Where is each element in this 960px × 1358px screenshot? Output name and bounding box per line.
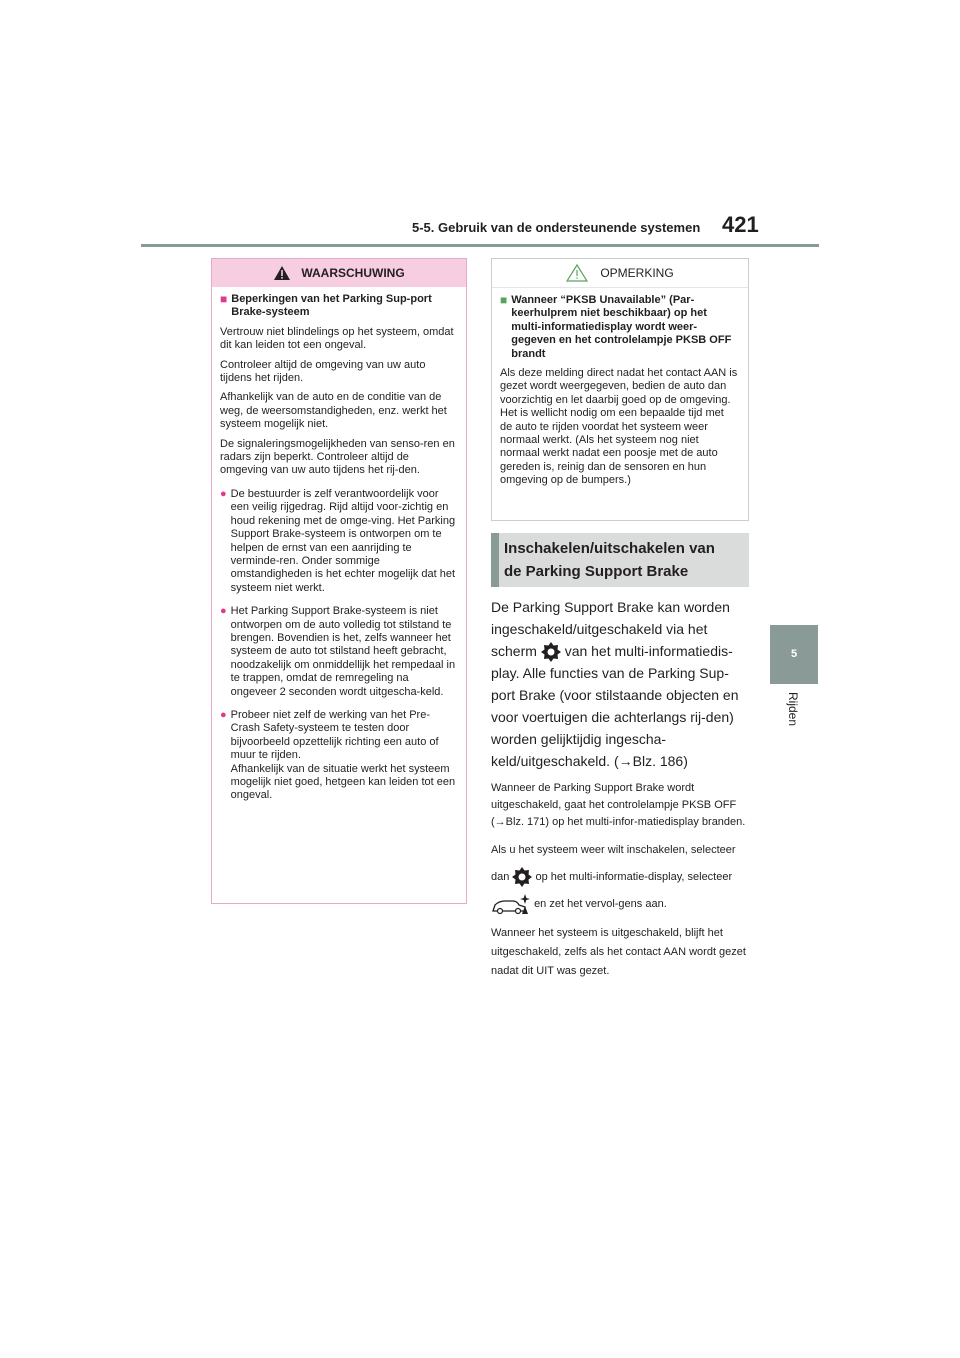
intro-paragraph bbox=[491, 596, 751, 772]
section-title: 5-5. Gebruik van de ondersteunende systemen bbox=[412, 220, 701, 235]
para3-part-b: op het multi-informatie-display, selecteer bbox=[535, 871, 733, 884]
note-heading: Wanneer “PKSB Unavailable” (Par-keerhulprem niet beschikbaar) op het multi-informatiedisplay wordt weer-gegeven en het controlelampje PKSB OFF brandt bbox=[511, 294, 732, 360]
warning-heading: Beperkingen van het Parking Sup-port Brake-systeem bbox=[231, 293, 432, 319]
warning-box bbox=[211, 258, 467, 904]
heading-accent-bar bbox=[491, 533, 499, 587]
square-bullet-icon: ■ bbox=[500, 293, 508, 307]
note-triangle-icon bbox=[566, 264, 588, 282]
note-box bbox=[491, 258, 749, 521]
warning-bullet-text: Probeer niet zelf de werking van het Pre-Crash Safety-systeem te testen door bijvoorbeeld opzettelijk richting een auto of muur te rijden. Afhankelijk van de situatie werkt het systeem mogelijk niet goed, hetgeen kan leiden tot een ongeval. bbox=[230, 708, 456, 802]
warning-triangle-icon bbox=[273, 265, 291, 281]
warning-bullet bbox=[220, 709, 456, 803]
body-paragraph: Wanneer het systeem is uitgeschakeld, blijft het uitgeschakeld, zelfs als het contact AAN wordt gezet nadat dit UIT was gezet. bbox=[491, 927, 746, 978]
square-bullet-icon: ■ bbox=[220, 292, 228, 306]
chapter-label: Rijden bbox=[786, 692, 800, 727]
note-paragraph: Als deze melding direct nadat het contact AAN is gezet wordt weergegeven, bedien de auto dan voorzichtig en let daarbij goed op de omgeving. Het is wellicht nodig om een bepaalde tijd met de auto te rijden voordat het systeem weer normaal werkt. (Als het systeem nog niet normaal werkt nadat een poosje met de auto gereden is, reinig dan de sensoren en hun omgeving op de bumpers.) bbox=[500, 367, 738, 487]
warning-paragraph: Afhankelijk van de auto en de conditie van de weg, de weersomstandigheden, enz. werkt het systeem mogelijk niet. bbox=[220, 391, 447, 431]
body-paragraph: Wanneer de Parking Support Brake wordt uitgeschakeld, gaat het controlelampje PKSB OFF (→Blz. 171) op het multi-infor-matiedisplay branden. bbox=[491, 782, 746, 829]
warning-body bbox=[212, 287, 466, 803]
note-title: OPMERKING bbox=[600, 266, 674, 280]
warning-paragraph: Controleer altijd de omgeving van uw auto tijdens het rijden. bbox=[220, 358, 426, 385]
note-header bbox=[492, 259, 748, 288]
round-bullet-icon: ● bbox=[220, 708, 227, 721]
warning-heading-row bbox=[220, 293, 456, 320]
warning-paragraph: De signaleringsmogelijkheden van senso-ren en radars zijn beperkt. Controleer altijd de omgeving van uw auto tijdens het rij-den. bbox=[220, 437, 455, 477]
intro-before-icon: De Parking Support Brake kan worden ingeschakeld/uitgeschakeld via het scherm bbox=[491, 599, 730, 659]
note-heading-row bbox=[500, 294, 738, 361]
section-heading-line1: Inschakelen/uitschakelen van bbox=[504, 540, 715, 557]
para3-part-a: Als u het systeem weer wilt inschakelen, selecteer dan bbox=[491, 844, 736, 884]
settings-gear-icon bbox=[512, 867, 532, 887]
section-heading-band bbox=[491, 533, 749, 587]
chapter-tab: 5 bbox=[770, 625, 818, 684]
warning-bullet-text: De bestuurder is zelf verantwoordelijk voor een veilig rijgedrag. Rijd altijd voor-zichtig en houd rekening met de omge-ving. Het Parking Support Brake-systeem is ontworpen om te helpen de ernst van een aanrijding te verminde-ren. Onder sommige omstandigheden is het echter mogelijk dat het systeem niet werkt. bbox=[230, 487, 456, 594]
warning-paragraph: Vertrouw niet blindelings op het systeem, omdat dit kan leiden tot een ongeval. bbox=[220, 325, 454, 352]
round-bullet-icon: ● bbox=[220, 605, 227, 618]
warning-header bbox=[212, 259, 466, 287]
warning-bullet bbox=[220, 605, 456, 699]
section-body bbox=[491, 596, 751, 981]
section-heading bbox=[504, 538, 715, 583]
page-number: 421 bbox=[722, 212, 759, 237]
warning-bullet bbox=[220, 488, 456, 595]
car-sensor-icon bbox=[491, 893, 531, 915]
body-paragraph bbox=[491, 837, 751, 918]
header-rule bbox=[141, 244, 819, 247]
warning-title: WAARSCHUWING bbox=[301, 266, 405, 280]
warning-bullet-text: Het Parking Support Brake-systeem is niet ontworpen om de auto volledig tot stilstand te brengen. Bovendien is het, zelfs wanneer het systeem de auto tot stilstand heeft gebracht, noodzakelijk om onmiddellijk het rempedaal in te trappen, omdat de remregeling na ongeveer 2 seconden wordt uitgescha-keld. bbox=[230, 605, 456, 698]
para3-part-c: en zet het vervol-gens aan. bbox=[534, 898, 667, 911]
section-heading-line2: de Parking Support Brake bbox=[504, 562, 689, 580]
note-body bbox=[492, 288, 748, 488]
round-bullet-icon: ● bbox=[220, 487, 227, 500]
intro-after-icon: van het multi-informatiedis-play. Alle functies van de Parking Sup-port Brake (voor stilstaande objecten en voor voertuigen die achterlangs rij-den) worden gelijktijdig ingescha-keld/uitgeschakeld. (→Blz. 186) bbox=[491, 643, 739, 770]
settings-gear-icon bbox=[541, 642, 561, 662]
